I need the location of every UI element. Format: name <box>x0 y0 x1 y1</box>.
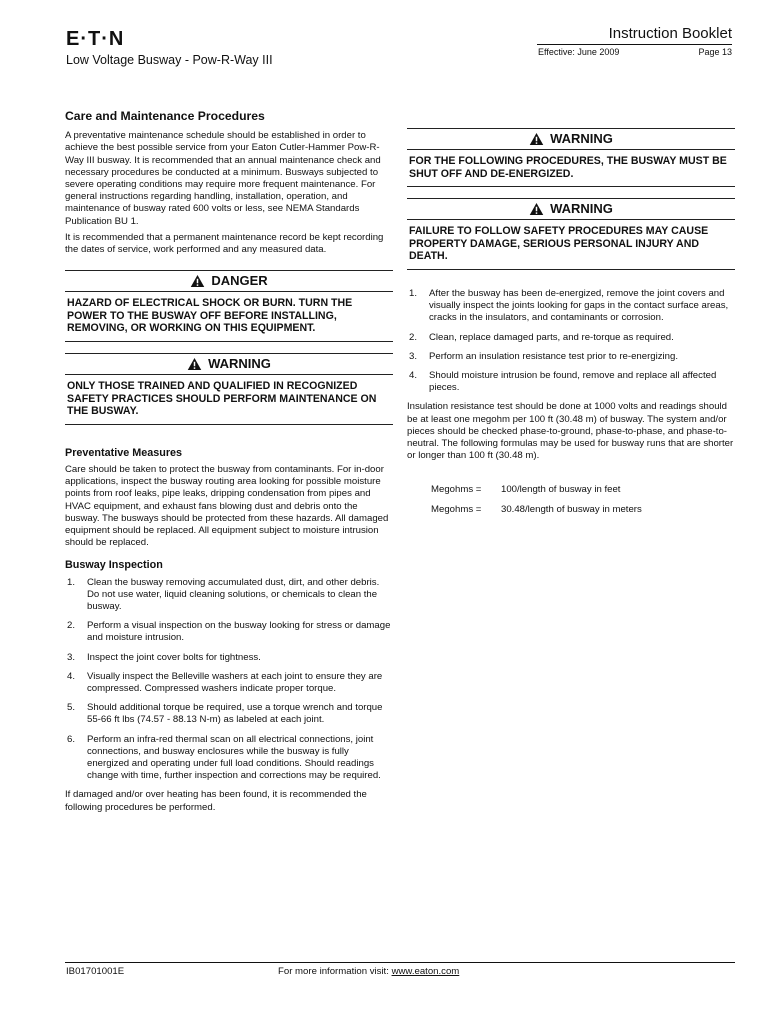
warning-triangle-icon <box>190 274 205 288</box>
footer-divider <box>65 962 735 963</box>
formula-lhs: Megohms = <box>431 484 482 496</box>
step-text: Should moisture intrusion be found, remove and replace all affected pieces. <box>429 369 717 394</box>
warning-box <box>65 353 393 425</box>
list-item <box>407 351 735 363</box>
footer-info-label: For more information visit: <box>278 966 392 977</box>
danger-title: DANGER <box>211 273 268 289</box>
step-number: 2. <box>67 620 76 632</box>
warning-text: FAILURE TO FOLLOW SAFETY PROCEDURES MAY CAUSE PROPERTY DAMAGE, SERIOUS PERSONAL INJURY AND DEATH. <box>409 225 709 263</box>
preventative-heading: Preventative Measures <box>65 446 183 459</box>
step-text: Inspect the joint cover bolts for tightness. <box>87 651 261 663</box>
step-number: 5. <box>67 702 76 714</box>
warning-header <box>407 199 735 220</box>
list-item <box>65 702 393 726</box>
step-number: 3. <box>67 651 76 663</box>
step-number: 4. <box>409 369 418 381</box>
list-item <box>65 734 393 783</box>
insulation-paragraph: Insulation resistance test should be done at 1000 volts and readings should be at least one megohm per 100 ft (30.48 m) of busway. The system and/or pieces should be checked phase-to-ground, phase-to-phase, and phase-to-neutral. The following formulas may be used for busway runs that are shorter or longer than 100 ft (30.48 m). <box>407 401 734 462</box>
step-text: Clean the busway removing accumulated dust, dirt, and other debris. Do not use water, liquid cleaning solutions, or chemicals to clean the busway. <box>87 576 380 613</box>
step-text: Should additional torque be required, use a torque wrench and torque 55-66 ft lbs (74.57 - 88.13 N-m) as labeled at each joint. <box>87 702 383 726</box>
warning-triangle-icon <box>187 357 202 371</box>
formula-meters <box>431 504 735 516</box>
formula-feet <box>431 484 735 496</box>
formula-rhs: 30.48/length of busway in meters <box>501 503 642 515</box>
booklet-title: Instruction Booklet <box>608 25 732 42</box>
list-item <box>65 620 393 644</box>
eaton-logo: E·T·N <box>66 28 125 50</box>
warning-triangle-icon <box>529 202 544 216</box>
warning-title: WARNING <box>208 355 271 371</box>
step-number: 1. <box>67 576 76 588</box>
step-text: Perform an insulation resistance test prior to re-energizing. <box>429 350 679 362</box>
danger-box <box>65 270 393 342</box>
formula-lhs: Megohms = <box>431 503 482 515</box>
inspection-heading: Busway Inspection <box>65 559 163 572</box>
procedure-steps <box>407 288 735 394</box>
danger-header <box>65 271 393 292</box>
warning-title: WARNING <box>550 201 613 217</box>
list-item <box>65 671 393 695</box>
formula-rhs: 100/length of busway in feet <box>501 484 621 496</box>
step-text: Perform an infra-red thermal scan on all electrical connections, joint connections, and busway enclosures while the busway is fully energized and operating under full load conditions. Should readings change with time, further inspection and corrections may be required. <box>87 733 381 782</box>
page-number: Page 13 <box>698 47 732 57</box>
list-item <box>407 288 735 325</box>
step-text: Visually inspect the Belleville washers at each joint to ensure they are compressed. Compressed washers indicate proper torque. <box>87 670 383 695</box>
left-column <box>65 110 393 818</box>
warning-box-1 <box>407 128 735 187</box>
warning-text: FOR THE FOLLOWING PROCEDURES, THE BUSWAY MUST BE SHUT OFF AND DE-ENERGIZED. <box>409 155 727 180</box>
warning-title: WARNING <box>550 130 613 146</box>
document-subtitle: Low Voltage Busway - Pow-R-Way III <box>66 53 273 67</box>
preventative-paragraph: Care should be taken to protect the busway from contaminants. For in-door applications, inspect the busway routing area looking for possible moisture points from roof leaks, pipe leaks, dripping condensation from pipes and HVAC equipment, and exhaust fans blowing dust and debris onto the busway. The busways should be protected from these hazards. All damaged equipment should be replaced. All equipment subject to moisture intrusion should be replaced. <box>65 464 389 549</box>
eaton-website-link[interactable]: www.eaton.com <box>391 966 460 977</box>
step-number: 2. <box>409 331 418 343</box>
record-paragraph: It is recommended that a permanent maintenance record be kept recording the dates of service, work performed and any measured data. <box>65 231 384 256</box>
step-number: 6. <box>67 733 76 745</box>
step-number: 4. <box>67 670 76 682</box>
list-item <box>65 577 393 614</box>
footer-info <box>278 966 459 977</box>
step-text: Clean, replace damaged parts, and re-torque as required. <box>429 331 674 343</box>
document-id: IB01701001E <box>66 966 125 977</box>
intro-paragraph: A preventative maintenance schedule should be established in order to achieve the best possible service from your Eaton Cutler-Hammer Pow-R-Way III busway. It is recommended that an annual maintenance check and necessary procedures be conducted at a minimum. Busways subjected to severe operating conditions may require more frequent maintenance. For general instructions regarding handling, installation, operation, and maintenance of busway rated 600 volts or less, see NEMA Standards Publication BU 1. <box>65 130 381 227</box>
header-divider <box>537 44 732 45</box>
step-text: After the busway has been de-energized, remove the joint covers and visually inspect the joints looking for gaps in the contact surface areas, cracks in the insulators, and contaminants or corrosion. <box>429 287 729 324</box>
step-number: 3. <box>409 350 418 362</box>
list-item <box>65 652 393 664</box>
right-column <box>407 128 735 522</box>
danger-text: HAZARD OF ELECTRICAL SHOCK OR BURN. TURN THE POWER TO THE BUSWAY OFF BEFORE INSTALLING, REMOVING, OR WORKING ON THIS EQUIPMENT. <box>67 297 353 335</box>
inspection-steps <box>65 577 393 783</box>
closing-paragraph: If damaged and/or over heating has been found, it is recommended the following procedures be performed. <box>65 789 367 813</box>
list-item <box>407 332 735 344</box>
step-number: 1. <box>409 287 418 299</box>
warning-header <box>65 354 393 375</box>
list-item <box>407 370 735 394</box>
warning-box-2 <box>407 198 735 270</box>
warning-text: ONLY THOSE TRAINED AND QUALIFIED IN RECOGNIZED SAFETY PRACTICES SHOULD PERFORM MAINTENANCE ON THE BUSWAY. <box>67 380 377 418</box>
formula-block <box>407 484 735 515</box>
warning-header <box>407 129 735 150</box>
warning-triangle-icon <box>529 132 544 146</box>
effective-date: Effective: June 2009 <box>538 47 620 57</box>
section-heading: Care and Maintenance Procedures <box>65 109 265 123</box>
step-text: Perform a visual inspection on the busway looking for stress or damage and moisture intrusion. <box>87 620 391 644</box>
